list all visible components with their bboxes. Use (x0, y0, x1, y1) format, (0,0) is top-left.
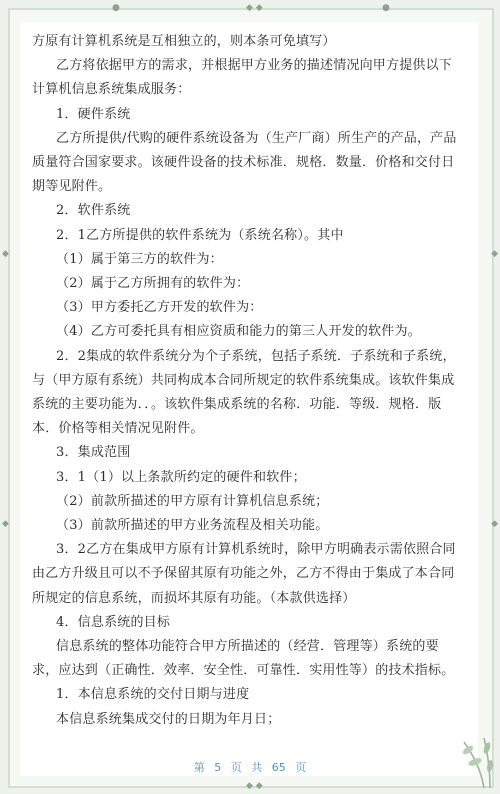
plant-decoration-icon (444, 728, 496, 788)
paragraph: （3）前款所描述的甲方业务流程及相关功能。 (56, 518, 329, 534)
paragraph: （2）属于乙方所拥有的软件为： (56, 276, 250, 292)
top-ornament-icon: ◆ ◆ (246, 3, 263, 13)
top-dot-left-icon: ● (112, 3, 120, 13)
paragraph: 信息系统的整体功能符合甲方所描述的（经营．管理等）系统的要求，应达到（正确性．效率．安全性．可靠性．实用性等）的技术指标。 (32, 639, 455, 679)
paragraph: （3）甲方委托乙方开发的软件为： (56, 300, 263, 316)
paragraph: 4．信息系统的目标 (56, 614, 171, 630)
paragraph: （2）前款所描述的甲方原有计算机信息系统； (56, 493, 329, 509)
paragraph: （1）属于第三方的软件为： (56, 251, 223, 267)
paragraph: 1．本信息系统的交付日期与进度 (56, 687, 250, 703)
paragraph: 本信息系统集成交付的日期为年月日； (56, 711, 281, 727)
paragraph: 2．软件系统 (56, 203, 131, 219)
paragraph: 3．2乙方在集成甲方原有计算机系统时，除甲方明确表示需依照合同由乙方升级且可以不予保留其原有功能之外，乙方不得由于集成了本合同所规定的信息系统，而损坏其原有功能。（本款供选择） (32, 542, 456, 606)
bottom-ornament-icon: ◆ ◆ (246, 781, 263, 791)
paragraph: 乙方将依据甲方的需求，并根据甲方业务的描述情况向甲方提供以下计算机信息系统集成服务： (32, 58, 453, 98)
right-ornament-icon: ◆ (491, 519, 498, 529)
paragraph: 1．硬件系统 (56, 106, 131, 122)
paragraph: 3．集成范围 (56, 445, 131, 461)
document-body (32, 30, 460, 732)
paragraph: （4）乙方可委托具有相应资质和能力的第三人开发的软件为。 (56, 324, 421, 340)
page-number-footer: 第 5 页 共 65 页 (193, 761, 307, 774)
top-dot-right-icon: ● (382, 3, 390, 13)
left-ornament-icon: ◆ (2, 519, 9, 529)
paragraph: 乙方所提供/代购的硬件系统设备为（生产厂商）所生产的产品，产品质量符合国家要求。该硬件设备的技术标准．规格．数量．价格和交付日期等见附件。 (32, 130, 457, 195)
paragraph: 2．2集成的软件系统分为个子系统，包括子系统．子系统和子系统，与（甲方原有系统）共同构成本合同所规定的软件系统集成。该软件集成系统的主要功能为．．。该软件集成系统的名称．功能．等级．规格．版本．价格等相关情况见附件。 (32, 348, 456, 437)
paragraph: 3．1（1）以上条款所约定的硬件和软件； (56, 469, 306, 485)
right-ornament-icon: ◆ (491, 249, 498, 259)
paragraph: 方原有计算机系统是互相独立的，则本条可免填写） (32, 34, 336, 49)
left-ornament-icon: ◆ (2, 249, 9, 259)
paragraph: 2．1乙方所提供的软件系统为（系统名称）。其中 (56, 227, 344, 243)
